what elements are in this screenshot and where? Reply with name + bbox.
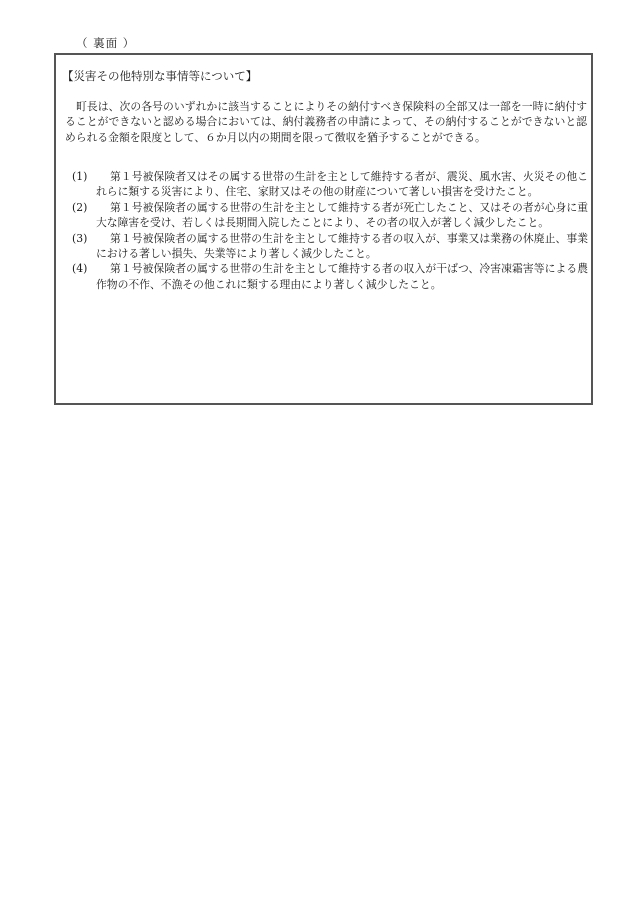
- page-side-label: （ 裏面 ）: [76, 36, 136, 50]
- condition-text: 第１号被保険者又はその属する世帯の生計を主として維持する者が、震災、風水害、火災その他これらに類する災害により、住宅、家財又はその他の財産について著しい損害を受けたこと。: [96, 170, 588, 199]
- condition-item-4: [72, 261, 588, 292]
- condition-text: 第１号被保険者の属する世帯の生計を主として維持する者の収入が、事業又は業務の休廃止、事業における著しい損失、失業等により著しく減少したこと。: [96, 231, 588, 261]
- conditions-list: [72, 169, 588, 292]
- intro-paragraph: 町長は、次の各号のいずれかに該当することによりその納付すべき保険料の全部又は一部を一時に納付することができないと認める場合においては、納付義務者の申請によって、その納付することができないと認められる金額を限度として、６か月以内の期間を限って徴収を猶予することができる。: [65, 100, 587, 144]
- condition-text: 第１号被保険者の属する世帯の生計を主として維持する者の収入が干ばつ、冷害凍霜害等による農作物の不作、不漁その他これに類する理由により著しく減少したこと。: [96, 262, 588, 291]
- condition-item-1: [72, 169, 588, 200]
- condition-text: 第１号被保険者の属する世帯の生計を主として維持する者が死亡したこと、又はその者が心身に重大な障害を受け、若しくは長期間入院したことにより、その者の収入が著しく減少したこと。: [96, 200, 588, 230]
- condition-item-2: [72, 200, 588, 231]
- special-circumstances-box: [54, 53, 593, 405]
- condition-number: (2): [72, 200, 88, 214]
- condition-number: (1): [72, 170, 88, 183]
- section-title: 【災害その他特別な事情等について】: [62, 69, 258, 83]
- condition-number: (4): [72, 262, 88, 276]
- condition-item-3: [72, 231, 588, 262]
- condition-number: (3): [72, 231, 88, 245]
